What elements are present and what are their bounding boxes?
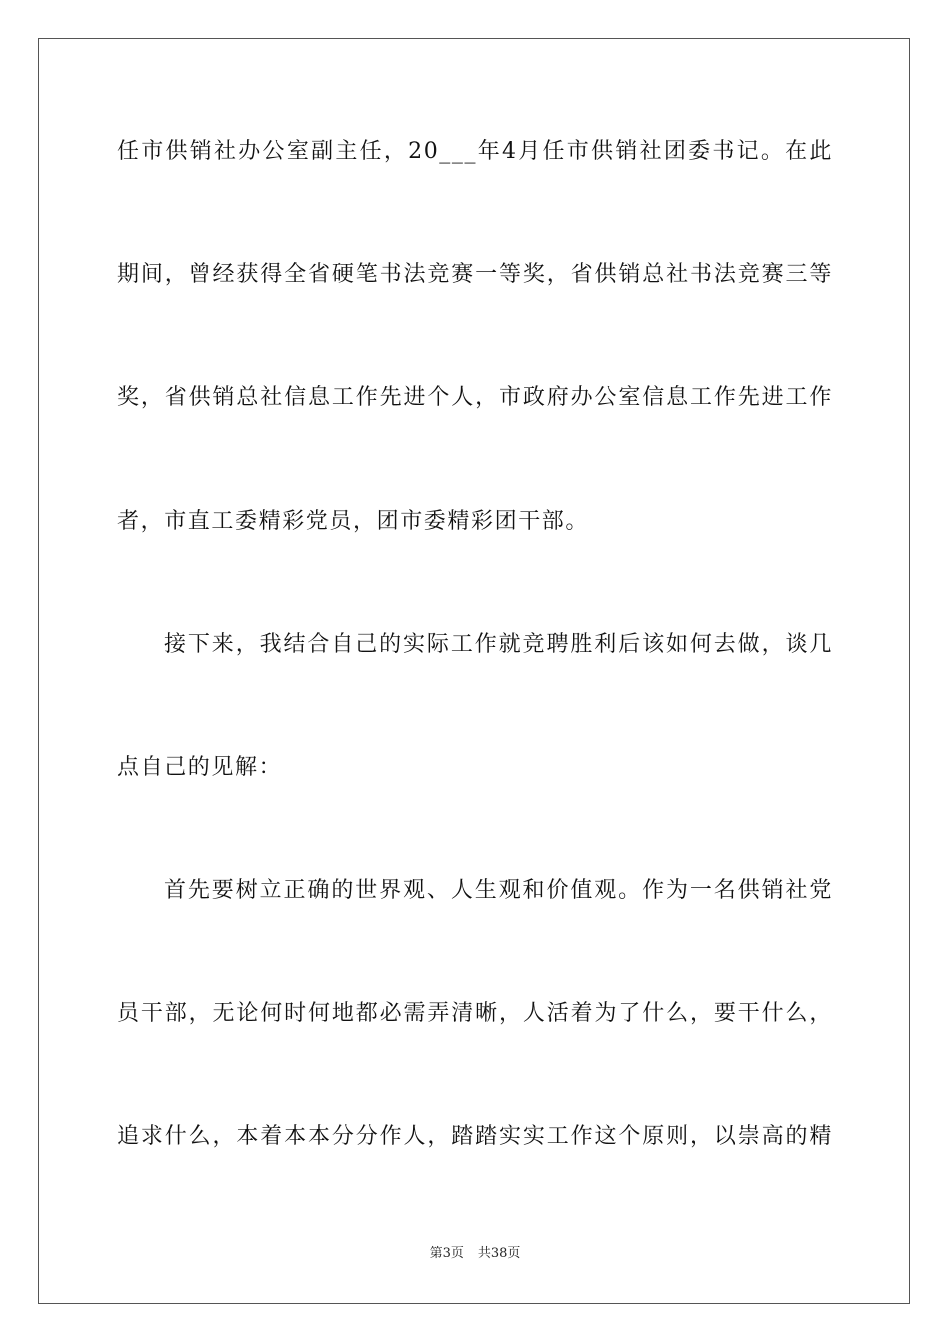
body-line-1: 任市供销社办公室副主任，20___年4月任市供销社团委书记。在此 — [117, 139, 833, 164]
body-line-3: 奖，省供销总社信息工作先进个人，市政府办公室信息工作先进工作 — [117, 385, 833, 410]
page-number: 第3页 — [429, 1246, 464, 1261]
page-total: 共38页 — [477, 1246, 521, 1261]
body-line-9: 追求什么，本着本本分分作人，踏踏实实工作这个原则，以崇高的精 — [117, 1124, 833, 1149]
page-footer — [0, 1245, 950, 1263]
page-border — [38, 38, 910, 1304]
body-line-5: 接下来，我结合自己的实际工作就竞聘胜利后该如何去做，谈几 — [164, 632, 833, 657]
body-line-7: 首先要树立正确的世界观、人生观和价值观。作为一名供销社党 — [164, 878, 833, 903]
body-line-8: 员干部，无论何时何地都必需弄清晰，人活着为了什么，要干什么， — [117, 1001, 833, 1026]
body-line-4: 者，市直工委精彩党员，团市委精彩团干部。 — [117, 509, 590, 534]
body-line-6: 点自己的见解： — [117, 755, 283, 780]
body-line-2: 期间，曾经获得全省硬笔书法竞赛一等奖，省供销总社书法竞赛三等 — [117, 262, 833, 287]
